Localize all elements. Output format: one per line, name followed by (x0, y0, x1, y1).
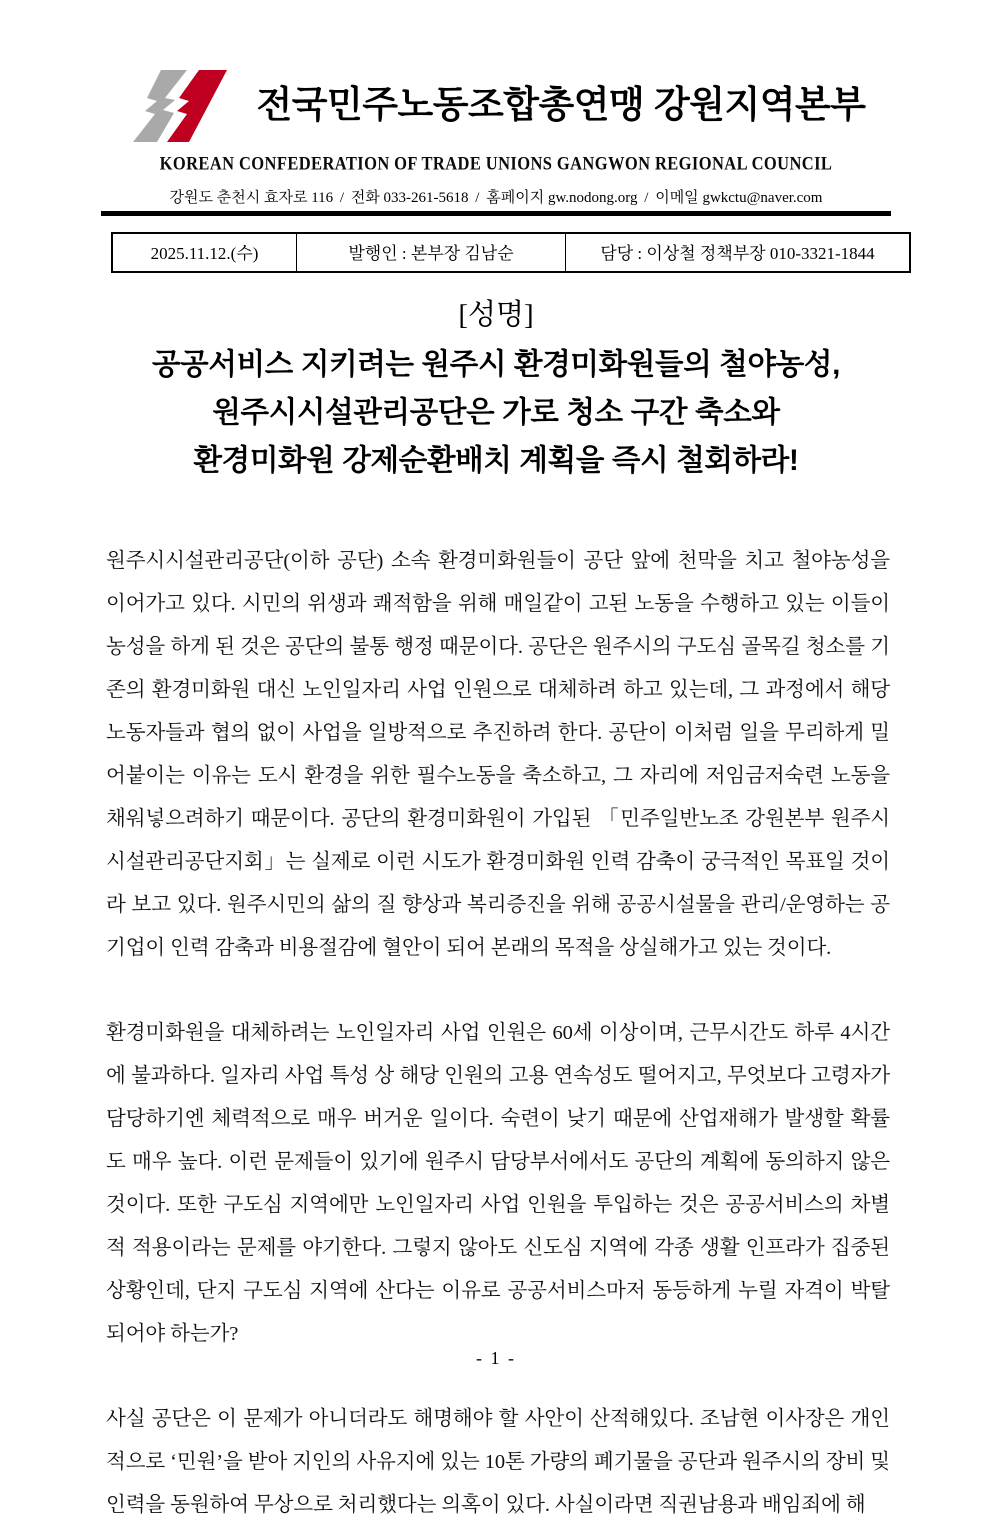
contact-email-value[interactable]: gwkctu@naver.com (702, 190, 823, 206)
contact-phone-value: 033-261-5618 (383, 190, 469, 206)
document-body (106, 540, 890, 1527)
page-title-line-2: 원주시시설관리공단은 가로 청소 구간 축소와 (212, 395, 780, 429)
info-issue-date: 2025.11.12.(수) (112, 233, 297, 272)
info-contact-person: 담당 : 이상철 정책부장 010-3321-1844 (600, 244, 875, 263)
contact-separator-2: / (475, 190, 480, 206)
org-title-english: KOREAN CONFEDERATION OF TRADE UNIONS GANGWON REGIONAL COUNCIL (159, 152, 833, 175)
document-kind-label: [성명] (458, 299, 534, 331)
info-publisher: 발행인 : 본부장 김남순 (297, 233, 566, 272)
masthead (0, 64, 992, 207)
table-row (112, 233, 910, 272)
contact-separator-1: / (339, 190, 345, 206)
contact-separator-3: / (644, 190, 649, 206)
org-contact-line (0, 186, 992, 207)
contact-address: 강원도 춘천시 효자로 116 (169, 190, 334, 206)
statement-title-block (0, 296, 992, 484)
body-paragraph-2: 환경미화원을 대체하려는 노인일자리 사업 인원은 60세 이상이며, 근무시간도 하루 4시간에 불과하다. 일자리 사업 특성 상 해당 인원의 고용 연속성도 떨어지고, 무엇보다 고령자가 담당하기엔 체력적으로 매우 버거운 일이다. 숙련이 낮기 때문에 산업재해가 발생할 확률도 매우 높다. 이런 문제들이 있기에 원주시 담당부서에서도 공단의 계획에 동의하지 않은 것이다. 또한 구도심 지역에만 노인일자리 사업 인원을 투입하는 것은 공공서비스의 차별적 적용이라는 문제를 야기한다. 그렇지 않아도 신도심 지역에 각종 생활 인프라가 집중된 상황인데, 단지 구도심 지역에 산다는 이유로 공공서비스마저 동등하게 누릴 자격이 박탈되어야 하는가? (106, 1022, 890, 1345)
kctu-two-faces-logo-icon (127, 64, 239, 146)
page-number-footer: - 1 - (476, 1348, 516, 1368)
masthead-divider-rule (101, 211, 891, 216)
contact-homepage-value[interactable]: gw.nodong.org (547, 190, 638, 206)
contact-homepage-label: 홈페이지 (486, 190, 545, 206)
page-title-line-1: 공공서비스 지키려는 원주시 환경미화원들의 철야농성, (151, 348, 840, 382)
body-paragraph-1: 원주시시설관리공단(이하 공단) 소속 환경미화원들이 공단 앞에 천막을 치고 철야농성을 이어가고 있다. 시민의 위생과 쾌적함을 위해 매일같이 고된 노동을 수행하고 있는 이들이 농성을 하게 된 것은 공단의 불통 행정 때문이다. 공단은 원주시의 구도심 골목길 청소를 기존의 환경미화원 대신 노인일자리 사업 인원으로 대체하려 하고 있는데, 그 과정에서 해당 노동자들과 협의 없이 사업을 일방적으로 추진하려 한다. 공단이 이처럼 일을 무리하게 밀어붙이는 이유는 도시 환경을 위한 필수노동을 축소하고, 그 자리에 저임금저숙련 노동을 채워넣으려하기 때문이다. 공단의 환경미화원이 가입된 「민주일반노조 강원본부 원주시시설관리공단지회」는 실제로 이런 시도가 환경미화원 인력 감축이 궁극적인 목표일 것이라 보고 있다. 원주시민의 삶의 질 향상과 복리증진을 위해 공공시설물을 관리/운영하는 공기업이 인력 감축과 비용절감에 혈안이 되어 본래의 목적을 상실해가고 있는 것이다. (106, 550, 890, 959)
contact-phone-label: 전화 (350, 190, 380, 206)
page-title-line-3: 환경미화원 강제순환배치 계획을 즉시 철회하라! (193, 443, 799, 477)
body-paragraph-3: 사실 공단은 이 문제가 아니더라도 해명해야 할 사안이 산적해있다. 조남현 이사장은 개인적으로 ‘민원’을 받아 지인의 사유지에 있는 10톤 가량의 폐기물을 공단과 원주시의 장비 및 인력을 동원하여 무상으로 처리했다는 의혹이 있다. 사실이라면 직권남용과 배임죄에 해 (106, 1408, 890, 1516)
contact-email-label: 이메일 (655, 190, 699, 206)
document-info-table (111, 232, 911, 273)
org-title-korean: 전국민주노동조합총연맹 강원지역본부 (256, 83, 866, 125)
masthead-title-row (0, 64, 992, 146)
